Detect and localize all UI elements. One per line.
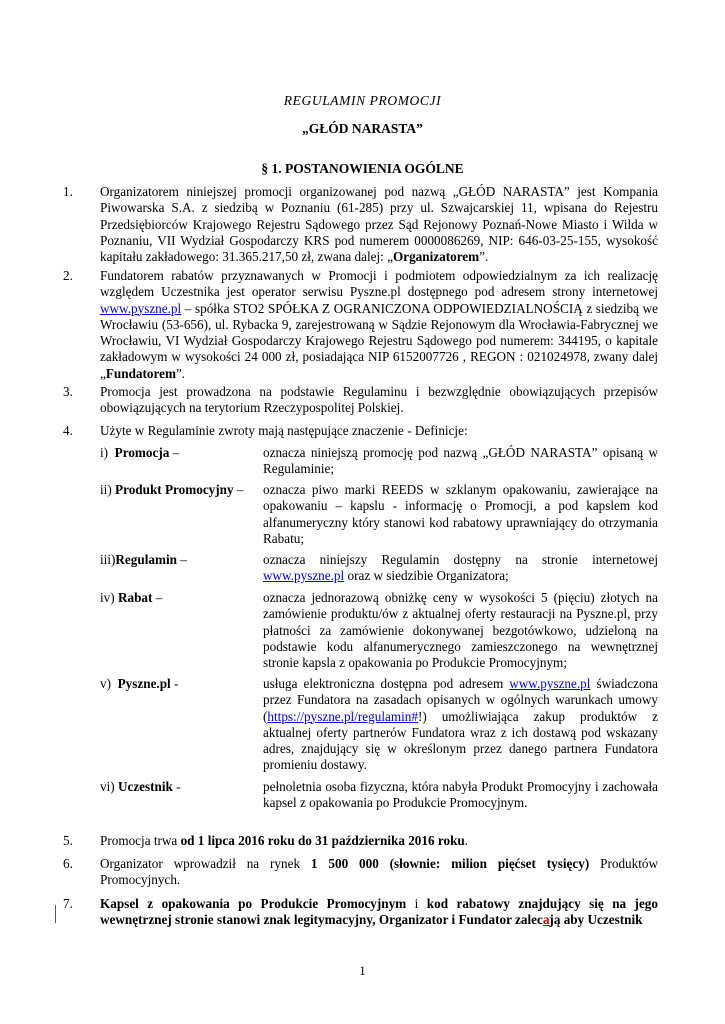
definition-term-promocja: i) Promocja – [100,445,180,460]
definition-desc-produkt: oznacza piwo marki REEDS w szklanym opakowaniu, zawierające na opakowaniu – kapslu - informację o Promocji, a pod kapslem kod alfanumeryczny który stanowi kod rabatowy uprawniający do otrzymania Rabatu; [263,482,658,546]
product-quantity: 1 500 000 (słownie: milion pięćset tysięcy) [310,856,590,871]
item-number-6: 6. [63,856,73,871]
item-number-3: 3. [63,384,73,399]
definition-term-uczestnik: vi) Uczestnik - [100,779,181,794]
paragraph-3: Promocja jest prowadzona na podstawie Regulaminu i bezwzględnie obowiązujących przepisów obowiązujących na terytorium Rzeczypospolitej Polskiej. [100,384,658,416]
terms-link[interactable]: https://pyszne.pl/regulamin# [267,708,418,724]
item-number-1: 1. [63,184,73,199]
definition-term-pyszne: v) Pyszne.pl - [100,676,179,691]
paragraph-1-text: Organizatorem niniejszej promocji organizowanej pod nazwą „GŁÓD NARASTA” jest Kompania Piwowarska S.A. z siedzibą w Poznaniu (61-285) przy ul. Szwajcarskiej 11, wpisana do Rejestru Przedsiębiorców Krajowego Rejestru Sądowego przez Sąd Rejonowy Poznań-Nowe Miasto i Wilda w Poznaniu, VII Wydział Gospodarczy KRS pod numerem 0000086269, NIP: 646-03-25-155, wysokość kapitału zakładowego: 31.365.217,50 zł, zwana dalej: „ [100,184,658,265]
definition-desc-uczestnik: pełnoletnia osoba fizyczna, która nabyła Produkt Promocyjny i zachowała kapsel z opakowania po Produkcie Promocyjnym. [263,779,658,811]
regulamin-pyszne-link[interactable]: www.pyszne.pl [263,568,345,584]
organizer-term: Organizatorem [392,249,480,265]
paragraph-2 [100,268,658,382]
paragraph-5: Promocja trwa od 1 lipca 2016 roku do 31 października 2016 roku. [100,833,469,848]
paragraph-1-end: ”. [479,249,489,265]
paragraph-2-text: Fundatorem rabatów przyznawanych w Promocji i podmiotem odpowiedzialnym za ich realizację względem Uczestnika jest operator serwisu Pyszne.pl dostępnego pod adresem strony internetowej [100,268,658,300]
definition-term-rabat: iv) Rabat – [100,590,163,605]
paragraph-1 [100,184,658,265]
paragraph-7: Kapsel z opakowania po Produkcie Promocyjnym i kod rabatowy znajdujący się na jego wewnętrznej stronie stanowi znak legitymacyjny, Organizator i Fundator zalecają aby Uczestnik [100,896,658,928]
promotion-name: „GŁÓD NARASTA” [302,121,423,136]
item-number-2: 2. [63,268,73,283]
page-number: 1 [359,964,366,978]
paragraph-6: Organizator wprowadził na rynek 1 500 000 (słownie: milion pięćset tysięcy) Produktów Promocyjnych. [100,856,659,888]
document-title: REGULAMIN PROMOCJI [283,93,442,108]
item-number-4: 4. [63,423,73,438]
sponsor-term: Fundatorem [105,365,176,381]
definition-desc-regulamin: oznacza niniejszy Regulamin dostępny na stronie internetowej www.pyszne.pl oraz w siedzibie Organizatora; [263,552,658,584]
definition-desc-promocja: oznacza niniejszą promocję pod nazwą „GŁÓD NARASTA” opisaną w Regulaminie; [263,445,658,477]
pyszne-service-link[interactable]: www.pyszne.pl [509,676,591,691]
item-number-5: 5. [63,833,73,848]
definition-term-regulamin: iii)Regulamin – [100,552,187,567]
promotion-period: od 1 lipca 2016 roku do 31 października 2016 roku [180,833,465,848]
paragraph-4: Użyte w Regulaminie zwroty mają następujące znaczenie - Definicje: [100,423,468,438]
tracked-change-mark: a [542,912,550,928]
paragraph-2-text-cont: – spółka STO2 SPÓŁKA Z OGRANICZONA ODPOWIEDZIALNOŚCIĄ z siedzibą we Wrocławiu (53-656), ul. Rybacka 9, zarejestrowaną w Sądzie Rejonowym dla Wrocławia-Fabrycznej we Wrocławiu, VI Wydział Gospodarczy Krajowego Rejestru Sądowego pod numerem: 344195, o kapitale zakładowym w wysokości 24 000 zł, posiadająca NIP 6152007726 , REGON : 021024978, zwany dalej „ [100,300,658,381]
revision-margin-bar [55,905,56,923]
definition-term-produkt: ii) Produkt Promocyjny – [100,482,244,497]
item-number-7: 7. [63,896,73,911]
paragraph-2-end: ”. [175,365,186,381]
definition-desc-rabat: oznacza jednorazową obniżkę ceny w wysokości 5 (pięciu) złotych na zamówienie produktu/ów z aktualnej oferty restauracji na Pyszne.pl, przy płatności za zamówienie dokonywanej bezgotówkowo, udzieloną na podstawie kodu alfanumerycznego zamieszczonego na wewnętrznej stronie kapsla z opakowania po Produkcie Promocyjnym; [263,590,658,671]
section-heading: § 1. POSTANOWIENIA OGÓLNE [261,161,464,176]
definition-desc-pyszne: usługa elektroniczna dostępna pod adresem www.pyszne.pl świadczona przez Fundatora na zasadach opisanych w ogólnych warunkach umowy (https://pyszne.pl/regulamin#!) umożliwiająca zakup produktów z aktualnej oferty partnerów Fundatora wraz z ich dostawą pod wskazany adres, znajdujący się w określonym przez danego partnera Fundatora promieniu dostawy. [263,676,658,773]
pyszne-link[interactable]: www.pyszne.pl [100,300,182,316]
